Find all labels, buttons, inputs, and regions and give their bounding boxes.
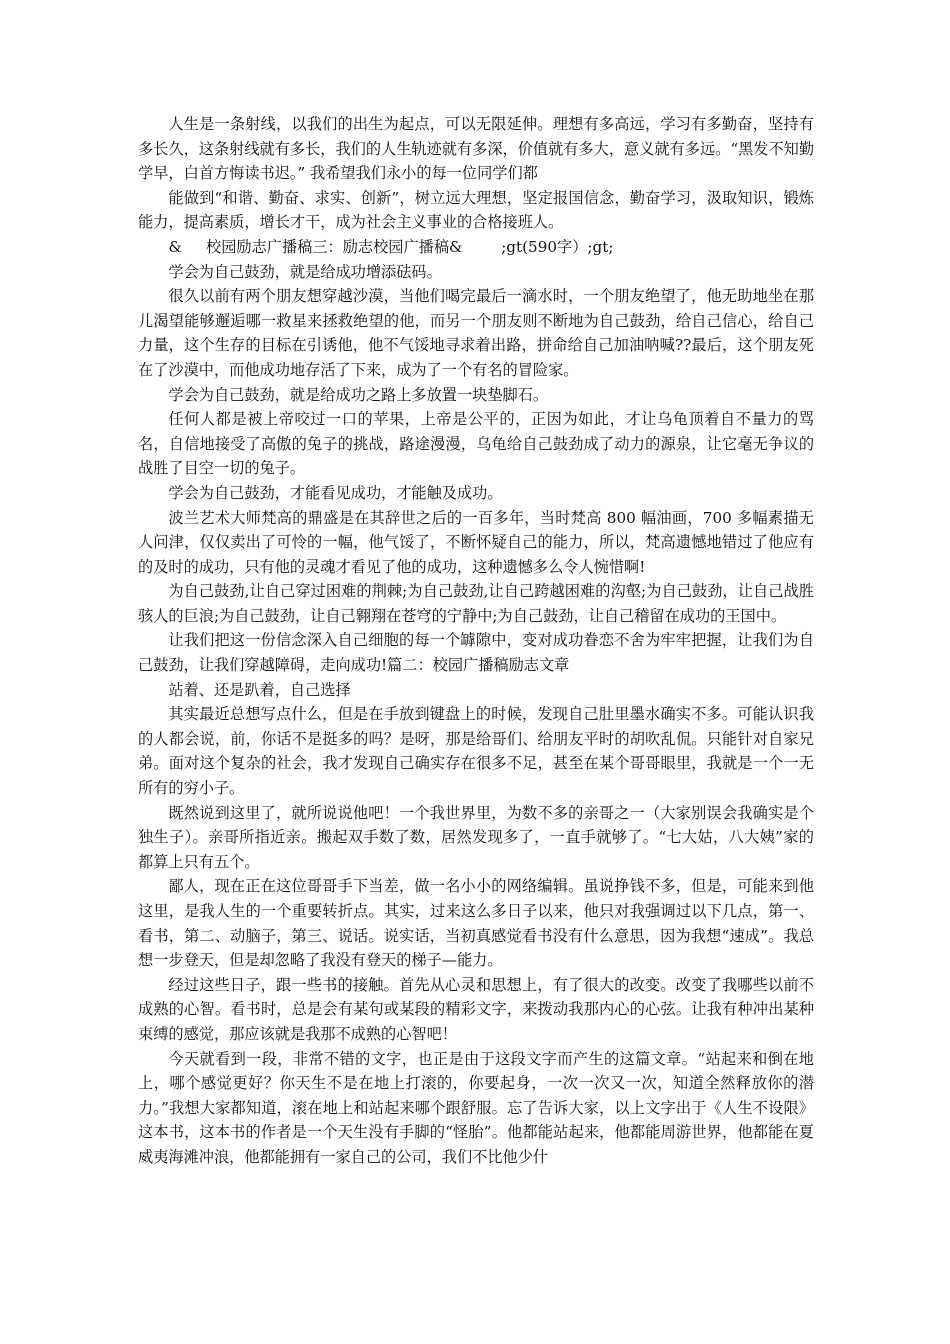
- section-heading: & 校园励志广播稿三：励志校园广播稿& ;gt(590字）;gt;: [168, 237, 614, 256]
- paragraph-1: 人生是一条射线，以我们的出生为起点，可以无限延伸。理想有多高远，学习有多勤奋，坚持有多长久，这条射线就有多长，我们的人生轨迹就有多深，价值就有多大，意义就有多远。“黑发不知勤学早，白首方悔读书迟。” 我希望我们永小的每一位同学们都: [138, 115, 815, 183]
- paragraph-12: 站着、还是趴着，自己选择: [168, 680, 351, 699]
- paragraph-6: 学会为自己鼓劲，就是给成功之路上多放置一块垫脚石。: [168, 385, 549, 404]
- paragraph-10: 为自己鼓劲,让自己穿过困难的荆棘;为自己鼓劲,让自己跨越困难的沟壑;为自己鼓劲，让自己战胜骇人的巨浪;为自己鼓劲，让自己翱翔在苍穹的宁静中;为自己鼓劲，让自己稽留在成功的王国中。: [138, 582, 814, 625]
- paragraph-8: 学会为自己鼓劲，才能看见成功，才能触及成功。: [168, 483, 503, 502]
- paragraph-5: 很久以前有两个朋友想穿越沙漠，当他们喝完最后一滴水时，一个朋友绝望了，他无助地坐在那儿渴望能够邂逅哪一救星来拯救绝望的他，而另一个朋友则不断地为自己鼓劲，给自己信心，给自己力量，这个生存的目标在引诱他，他不气馁地寻求着出路，拼命给自己加油呐喊??最后，这个朋友死在了沙漠中，而他成功地存活了下来，成为了一个有名的冒险家。: [138, 287, 814, 379]
- paragraph-16: 经过这些日子，跟一些书的接触。首先从心灵和思想上，有了很大的改变。改变了我哪些以前不成熟的心智。看书时，总是会有某句或某段的精彩文字，来拨动我那内心的心弦。让我有种冲出某种束缚的感觉，那应该就是我那不成熟的心智吧！: [138, 975, 814, 1043]
- document-page: [138, 112, 814, 1170]
- paragraph-9: 波兰艺术大师梵高的鼎盛是在其辞世之后的一百多年，当时梵高 800 幅油画，700 多幅素描无人问津，仅仅卖出了可怜的一幅，他气馁了，不断怀疑自己的能力，所以，梵高遗憾地错过了他应有的及时的成功，只有他的灵魂才看见了他的成功，这种遗憾多么令人惋惜啊!: [138, 508, 814, 576]
- paragraph-11: 让我们把这一份信念深入自己细胞的每一个罅隙中，变对成功眷恋不舍为牢牢把握，让我们为自己鼓劲，让我们穿越障碍，走向成功!篇二：校园广播稿励志文章: [138, 631, 814, 675]
- paragraph-13: 其实最近总想写点什么，但是在手放到键盘上的时候，发现自己肚里墨水确实不多。可能认识我的人都会说，前，你话不是挺多的吗？是呀，那是给哥们、给朋友平时的胡吹乱侃。只能针对自家兄弟。面对这个复杂的社会，我才发现自己确实存在很多不足，甚至在某个哥哥眼里，我就是一个一无所有的穷小子。: [138, 705, 814, 798]
- paragraph-17: 今天就看到一段，非常不错的文字，也正是由于这段文字而产生的这篇文章。“站起来和倒在地上，哪个感觉更好？你天生不是在地上打滚的，你要起身，一次一次又一次，知道全然释放你的潜力。”我想大家都知道，滚在地上和站起来哪个跟舒服。忘了告诉大家，以上文字出于《人生不设限》这本书，这本书的作者是一个天生没有手脚的“怪胎”。他都能站起来，他都能周游世界，他都能在夏威夷海滩冲浪，他都能拥有一家自己的公司，我们不比他少什: [138, 1049, 814, 1166]
- paragraph-15: 鄙人，现在正在这位哥哥手下当差，做一名小小的网络编辑。虽说挣钱不多，但是，可能来到他这里，是我人生的一个重要转折点。其实，过来这么多日子以来，他只对我强调过以下几点，第一、看书，第二、动脑子，第三、说话。说实话，当初真感觉看书没有什么意思，因为我想“速成”。我总想一步登天，但是却忽略了我没有登天的梯子—能力。: [138, 877, 814, 970]
- paragraph-7: 任何人都是被上帝咬过一口的苹果，上帝是公平的，正因为如此，才让乌龟顶着自不量力的骂名，自信地接受了高傲的兔子的挑战，路途漫漫，乌龟给自己鼓劲成了动力的源泉，让它毫无争议的战胜了目空一切的兔子。: [138, 410, 814, 478]
- paragraph-4: 学会为自己鼓劲，就是给成功增添砝码。: [168, 262, 442, 281]
- paragraph-2: 能做到“和谐、勤奋、求实、创新”，树立远大理想，坚定报国信念，勤奋学习，汲取知识，锻炼能力，提高素质，增长才干，成为社会主义事业的合格接班人。: [138, 188, 814, 232]
- paragraph-14: 既然说到这里了，就所说说他吧！一个我世界里，为数不多的亲哥之一（大家别误会我确实是个独生子）。亲哥所指近亲。搬起双手数了数，居然发现多了，一直手就够了。“七大姑，八大姨”家的都算上只有五个。: [138, 803, 814, 871]
